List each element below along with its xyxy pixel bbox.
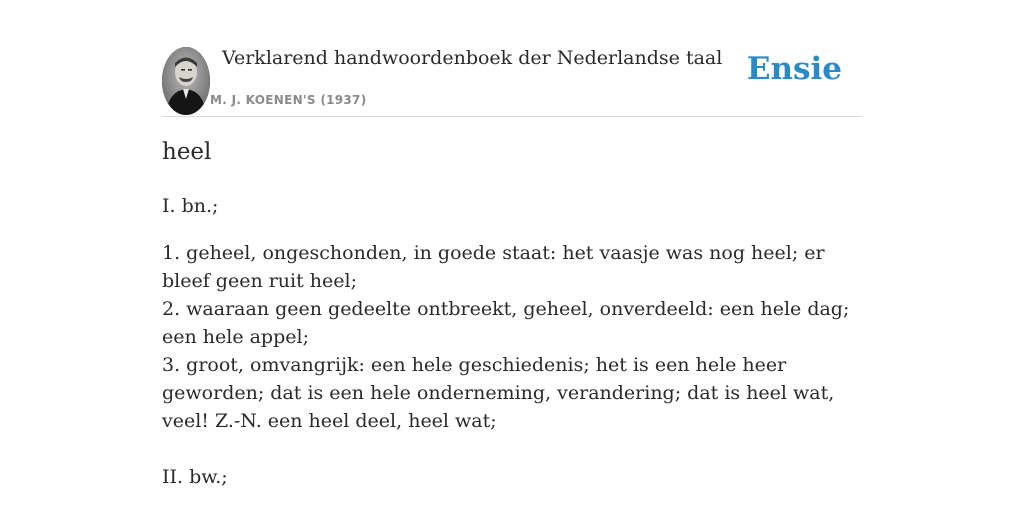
page [162, 0, 862, 512]
ensie-logo-link[interactable]: Ensie [746, 51, 842, 87]
section-label-adverb: II. bw.; [162, 466, 228, 488]
definition-item: 2. waaraan geen gedeelte ontbreekt, geheel, onverdeeld: een hele dag; een hele appel; [162, 298, 850, 348]
entry-content [162, 192, 862, 491]
dictionary-title: Verklarend handwoordenboek der Nederlandse taal [222, 47, 723, 69]
definition-item: 3. groot, omvangrijk: een hele geschiedenis; het is een hele heer geworden; dat is een hele onderneming, verandering; dat is heel wat, veel! Z.-N. een heel deel, heel wat; [162, 354, 835, 432]
definition-item: 1. geheel, ongeschonden, in goede staat: het vaasje was nog heel; er bleef geen ruit heel; [162, 242, 825, 292]
section-spacer [162, 435, 862, 463]
author-portrait-icon [162, 47, 210, 115]
section-label-adjective: I. bn.; [162, 195, 219, 217]
dictionary-subtitle: M. J. KOENEN'S (1937) [210, 93, 367, 107]
entry-headword: heel [162, 139, 212, 165]
header [162, 40, 862, 117]
